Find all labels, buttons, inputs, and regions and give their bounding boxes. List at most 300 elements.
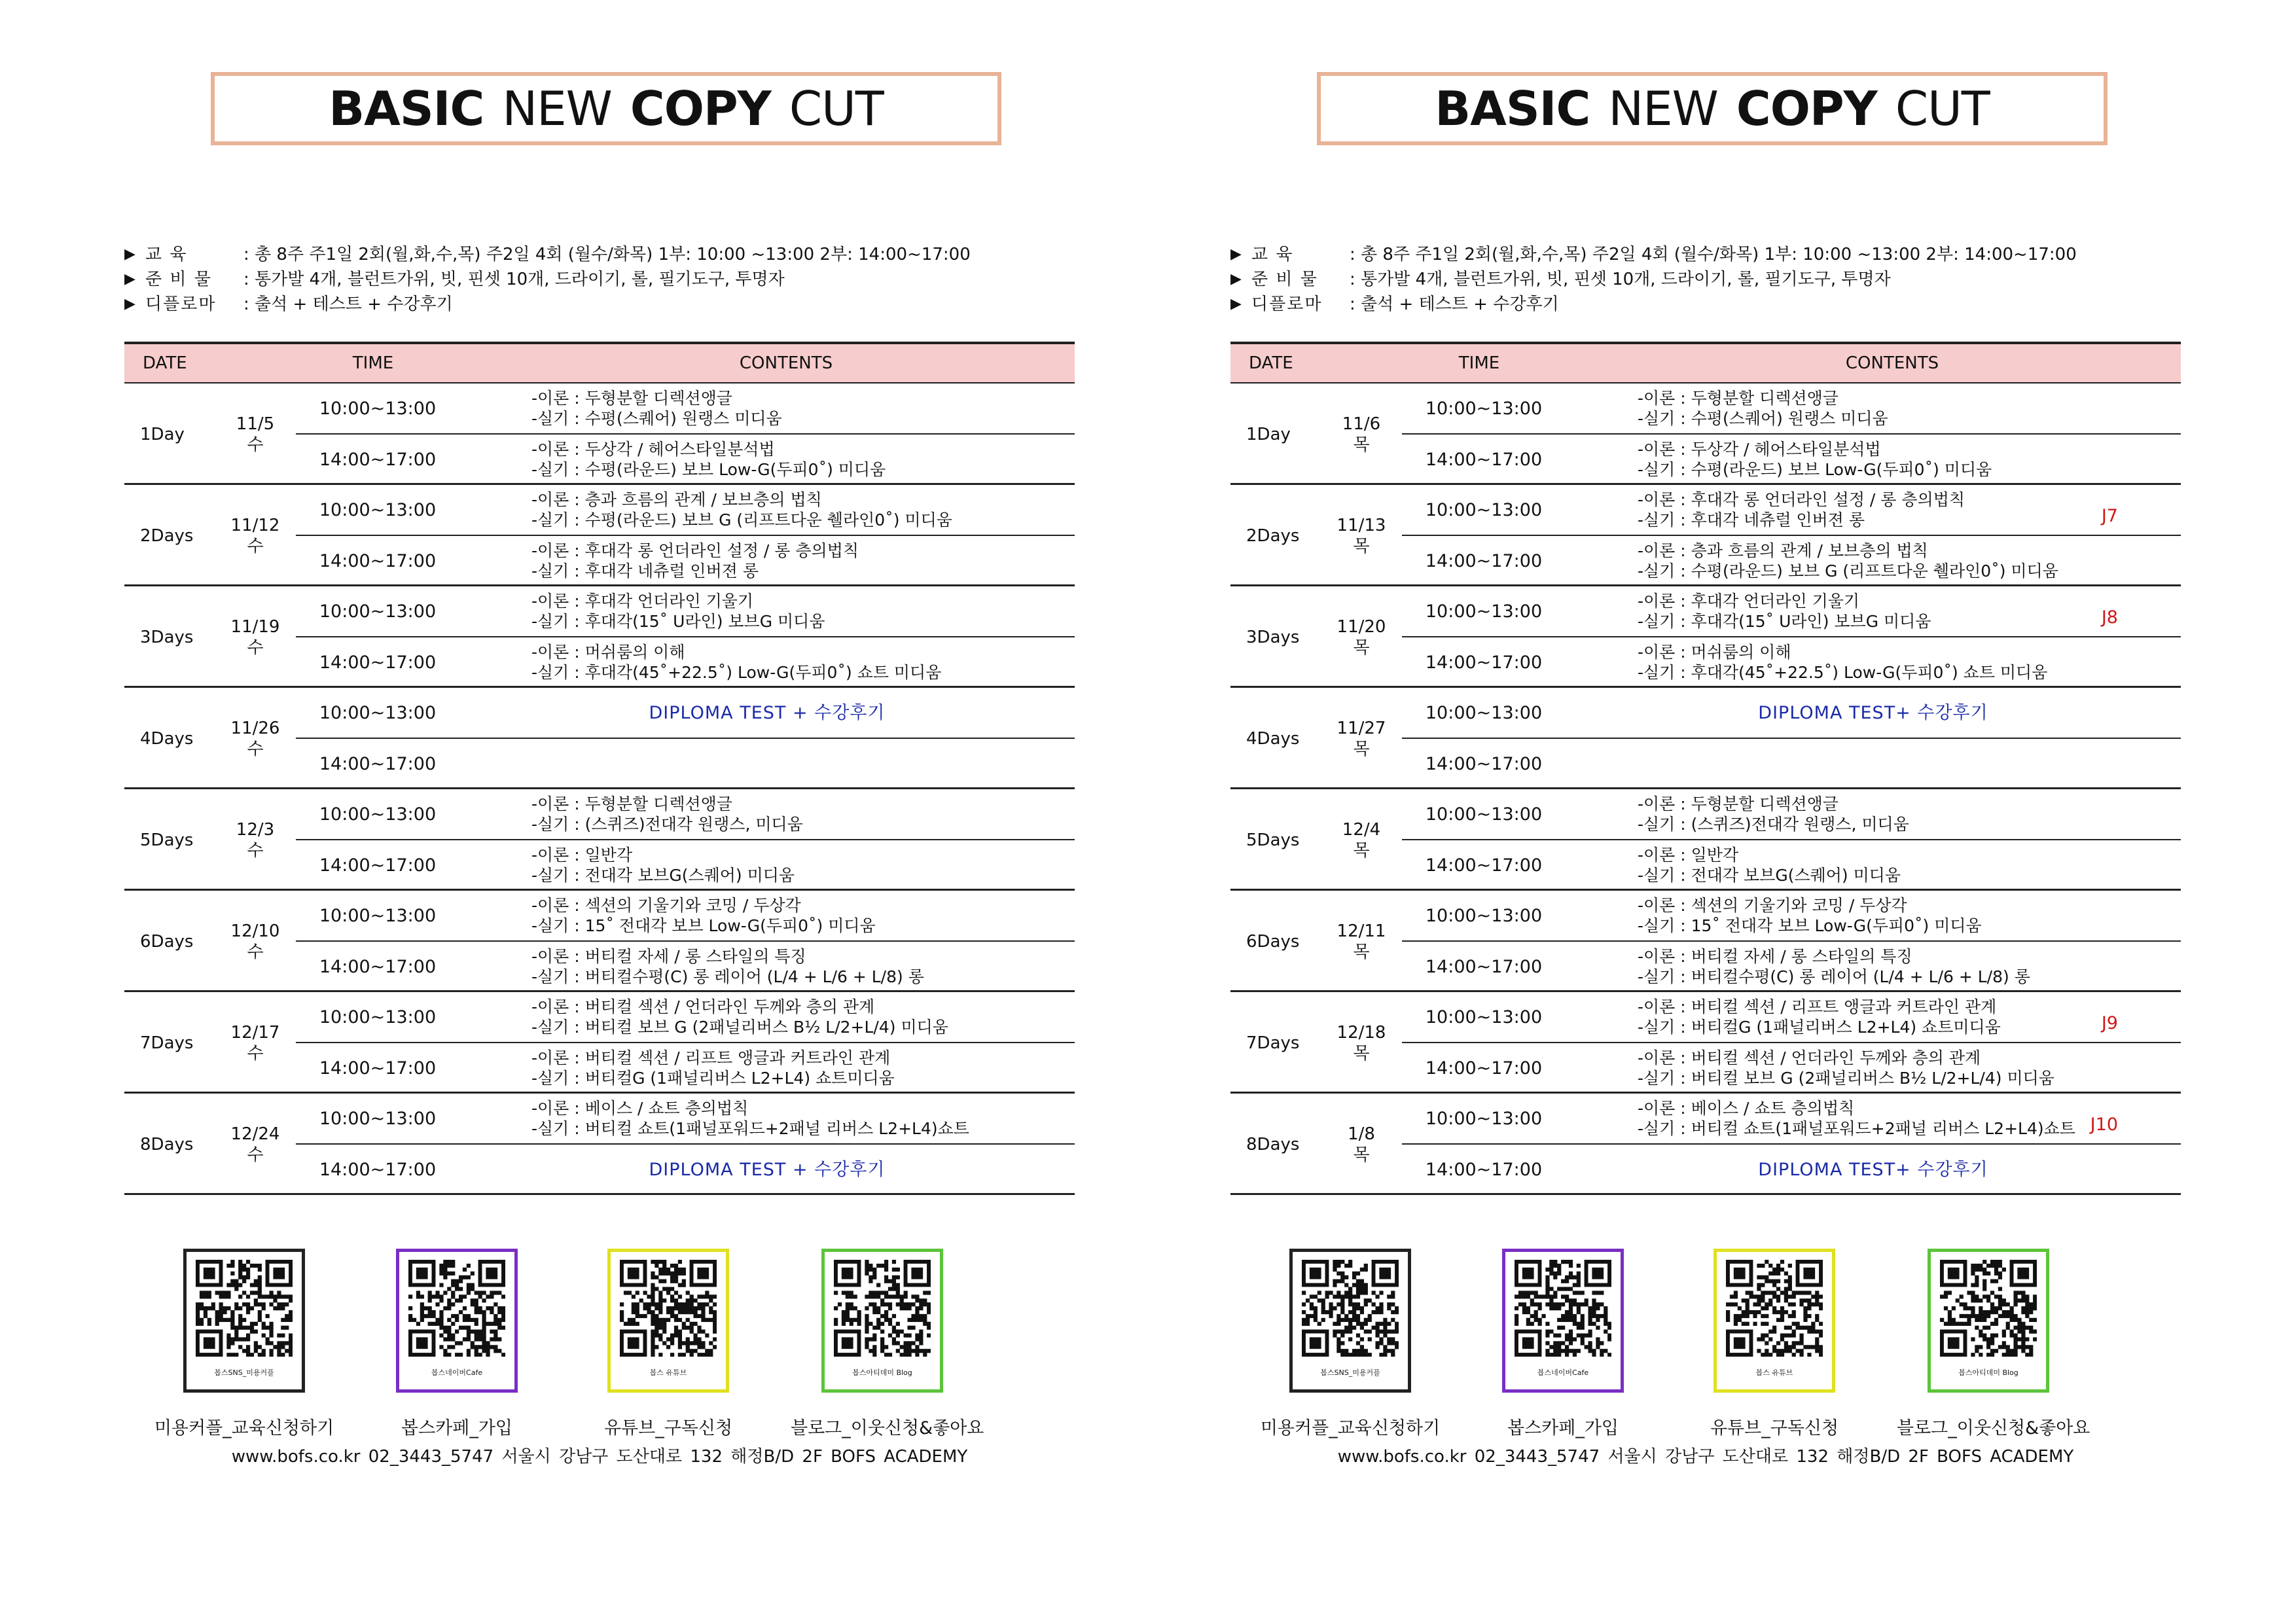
- day-date: [1335, 586, 1388, 688]
- time-slot: [1402, 1043, 2181, 1093]
- qr-code[interactable]: [183, 1249, 305, 1393]
- qr-code-icon: [620, 1260, 717, 1357]
- time-slot: [296, 789, 1075, 839]
- content-line: -실기 : 버티컬 보브 G (2패널리버스 B½ L/2+L/4) 미디움: [1638, 1069, 2054, 1088]
- slot-content: [1566, 1098, 2181, 1139]
- day-row: [1230, 992, 2181, 1094]
- title-word: NEW: [1608, 81, 1718, 136]
- info-line: [1230, 267, 2199, 292]
- content-line: -이론 : 두상각 / 헤어스타일분석법: [1638, 440, 1881, 459]
- day-row: [124, 383, 1075, 485]
- qr-code-icon: [1940, 1260, 2037, 1357]
- panel-left: [124, 0, 1106, 1623]
- content-line: -실기 : 버티컬G (1패널리버스 L2+L4) 쇼트미디움: [531, 1069, 895, 1088]
- slot-time: 10:00~13:00: [1425, 601, 1543, 622]
- date-text: 12/24: [230, 1124, 280, 1144]
- time-slot: [296, 1145, 1075, 1194]
- date-text: 12/3: [236, 819, 275, 840]
- content-line: -이론 : 층과 흐름의 관계 / 보브층의 법칙: [531, 490, 822, 509]
- day-label: 2Days: [1246, 526, 1300, 546]
- day-row: [124, 992, 1075, 1094]
- qr-code[interactable]: [821, 1249, 943, 1393]
- day-row: [1230, 485, 2181, 586]
- info-value: : 통가발 4개, 블런트가위, 빗, 핀셋 10개, 드라이기, 롤, 필기도구, 투명자: [243, 270, 785, 289]
- day-label: 4Days: [1246, 728, 1300, 749]
- qr-label[interactable]: 봅스카페_가입: [1507, 1418, 1619, 1438]
- content-line: -이론 : 두형분할 디렉션앵글: [1638, 389, 1839, 408]
- slot-content: [459, 1098, 1075, 1139]
- title-word: BASIC: [329, 81, 484, 136]
- table-header: [1230, 342, 2181, 383]
- qr-code-row: [1260, 1249, 2206, 1458]
- slot-time: 14:00~17:00: [319, 652, 437, 673]
- triangle-bullet-icon: ▶: [1230, 271, 1242, 287]
- day-label: 1Day: [1246, 424, 1291, 444]
- qr-code[interactable]: [396, 1249, 518, 1393]
- slot-content: [459, 642, 1075, 683]
- content-line: -실기 : 후대각(15˚ U라인) 보브G 미디움: [531, 612, 825, 631]
- triangle-bullet-icon: ▶: [124, 246, 135, 262]
- weekday-text: 수: [247, 942, 264, 962]
- day-row: [1230, 891, 2181, 992]
- qr-code[interactable]: [1713, 1249, 1835, 1393]
- qr-label[interactable]: 미용커플_교육신청하기: [1260, 1418, 1441, 1438]
- content-line: -이론 : 일반각: [1638, 846, 1739, 865]
- date-text: 11/27: [1336, 718, 1386, 738]
- content-line: -이론 : 후대각 롱 언더라인 설정 / 롱 층의법칙: [1638, 490, 1965, 509]
- day-label: 8Days: [140, 1134, 194, 1154]
- day-row: [1230, 789, 2181, 891]
- content-line: -이론 : 머쉬룸의 이해: [531, 643, 685, 662]
- content-line: -이론 : 두형분할 디렉션앵글: [531, 794, 732, 813]
- content-line: -이론 : 버티컬 자세 / 롱 스타일의 특징: [531, 947, 806, 966]
- date-text: 12/17: [230, 1022, 280, 1043]
- day-row: [124, 688, 1075, 789]
- weekday-text: 수: [247, 1145, 264, 1165]
- slot-time: 14:00~17:00: [319, 550, 437, 571]
- date-text: 1/8: [1348, 1124, 1375, 1144]
- weekday-text: 수: [247, 1043, 264, 1063]
- day-date: [1335, 383, 1388, 485]
- slot-time: 10:00~13:00: [1425, 1108, 1543, 1129]
- weekday-text: 수: [247, 637, 264, 658]
- content-line: -실기 : 버티컬G (1패널리버스 L2+L4) 쇼트미디움: [1638, 1018, 2001, 1037]
- diploma-test-note: DIPLOMA TEST+ 수강후기: [1758, 1159, 1988, 1180]
- slot-content: [1566, 1048, 2181, 1088]
- content-line: -실기 : 15˚ 전대각 보브 Low-G(두피0˚) 미디움: [531, 916, 876, 935]
- schedule-table: [1230, 342, 2181, 1195]
- info-line: [124, 292, 1093, 317]
- info-line: [1230, 292, 2199, 317]
- content-line: -이론 : 버티컬 자세 / 롱 스타일의 특징: [1638, 947, 1912, 966]
- day-row: [124, 789, 1075, 891]
- qr-code[interactable]: [1502, 1249, 1624, 1393]
- content-line: -이론 : 층과 흐름의 관계 / 보브층의 법칙: [1638, 541, 1928, 560]
- diploma-test-note: DIPLOMA TEST + 수강후기: [649, 1159, 886, 1180]
- slot-content: [1566, 541, 2181, 581]
- time-slot: [1402, 1094, 2181, 1143]
- slot-content: [459, 794, 1075, 834]
- slot-time: 14:00~17:00: [1425, 550, 1543, 571]
- info-value: : 출석 + 테스트 + 수강후기: [1350, 294, 1559, 314]
- slot-content: [1566, 591, 2181, 632]
- content-line: -실기 : 버티컬 쇼트(1패널포워드+2패널 리버스 L2+L4)쇼트: [1638, 1119, 2075, 1138]
- day-date: [229, 1094, 281, 1195]
- weekday-text: 목: [1353, 739, 1370, 759]
- time-slot: [296, 688, 1075, 738]
- day-label: 6Days: [1246, 931, 1300, 952]
- content-line: -실기 : 후대각(45˚+22.5˚) Low-G(두피0˚) 쇼트 미디움: [531, 663, 942, 682]
- title-word: COPY: [1736, 81, 1877, 136]
- weekday-text: 목: [1353, 435, 1370, 455]
- time-slot: [1402, 688, 2181, 738]
- day-row: [1230, 586, 2181, 688]
- slot-content: [1566, 895, 2181, 936]
- qr-caption: 봅스 유튜브: [649, 1368, 687, 1377]
- content-line: -이론 : 버티컬 섹션 / 언더라인 두께와 층의 관계: [1638, 1048, 1981, 1067]
- day-label: 8Days: [1246, 1134, 1300, 1154]
- time-slot: [296, 485, 1075, 535]
- slot-content: [1566, 794, 2181, 834]
- date-text: 11/19: [230, 616, 280, 637]
- date-text: 12/18: [1336, 1022, 1386, 1043]
- slot-time: 14:00~17:00: [1425, 1159, 1543, 1180]
- day-date: [229, 891, 281, 992]
- qr-code[interactable]: [1289, 1249, 1411, 1393]
- slot-time: 14:00~17:00: [1425, 956, 1543, 977]
- qr-label[interactable]: 봅스카페_가입: [401, 1418, 512, 1438]
- qr-code-icon: [1302, 1260, 1399, 1357]
- content-line: -실기 : 후대각(45˚+22.5˚) Low-G(두피0˚) 쇼트 미디움: [1638, 663, 2048, 682]
- time-slot: [1402, 435, 2181, 484]
- qr-caption: 봅스네이버Cafe: [1537, 1368, 1589, 1377]
- time-slot: [1402, 891, 2181, 940]
- slot-time: 10:00~13:00: [1425, 1007, 1543, 1027]
- time-slot: [296, 840, 1075, 890]
- content-line: -실기 : (스퀴즈)전대각 원랭스, 미디움: [531, 815, 803, 834]
- slot-time: 10:00~13:00: [319, 804, 437, 825]
- weekday-text: 목: [1353, 637, 1370, 658]
- title-word: CUT: [1895, 81, 1990, 136]
- academy-contact-footer: www.bofs.co.kr 02_3443_5747 서울시 강남구 도산대로 132 해정B/D 2F BOFS ACADEMY: [1337, 1447, 2074, 1467]
- qr-caption: 봅스아티데미 Blog: [1958, 1368, 2018, 1377]
- qr-code-icon: [1726, 1260, 1823, 1357]
- info-value: : 통가발 4개, 블런트가위, 빗, 핀셋 10개, 드라이기, 롤, 필기도구, 투명자: [1350, 270, 1891, 289]
- time-slot: [296, 891, 1075, 940]
- qr-code[interactable]: [1928, 1249, 2049, 1393]
- content-line: -실기 : 버티컬수평(C) 롱 레이어 (L/4 + L/6 + L/8) 롱: [531, 967, 924, 986]
- lesson-tag: J9: [2101, 1012, 2118, 1033]
- slot-content: [459, 490, 1075, 530]
- slot-time: 10:00~13:00: [319, 1007, 437, 1027]
- day-row: [124, 1094, 1075, 1195]
- time-slot: [296, 435, 1075, 484]
- day-date: [1335, 789, 1388, 891]
- slot-time: 10:00~13:00: [319, 499, 437, 520]
- time-slot: [296, 383, 1075, 433]
- day-label: 5Days: [1246, 830, 1300, 850]
- day-date: [1335, 1094, 1388, 1195]
- title-word: NEW: [502, 81, 612, 136]
- qr-caption: 봅스SNS_미용커플: [214, 1368, 274, 1377]
- info-label: 교 육: [145, 245, 188, 264]
- slot-time: 14:00~17:00: [1425, 753, 1543, 774]
- qr-label[interactable]: 미용커플_교육신청하기: [154, 1418, 334, 1438]
- weekday-text: 수: [247, 435, 264, 455]
- qr-code[interactable]: [607, 1249, 729, 1393]
- info-value: : 총 8주 주1일 2회(월,화,수,목) 주2일 4회 (월수/화목) 1부: 10:00 ~13:00 2부: 14:00~17:00: [243, 245, 971, 264]
- slot-content: [459, 439, 1075, 480]
- date-text: 11/26: [230, 718, 280, 738]
- time-slot: [1402, 586, 2181, 636]
- triangle-bullet-icon: ▶: [1230, 246, 1242, 262]
- day-row: [1230, 688, 2181, 789]
- info-label: 준 비 물: [145, 270, 212, 289]
- content-line: -실기 : 수평(라운드) 보브 G (리프트다운 췔라인0˚) 미디움: [1638, 562, 2058, 580]
- slot-time: 14:00~17:00: [319, 753, 437, 774]
- slot-time: 14:00~17:00: [319, 1159, 437, 1180]
- slot-content: [459, 895, 1075, 936]
- content-line: -이론 : 후대각 롱 언더라인 설정 / 롱 층의법칙: [531, 541, 859, 560]
- slot-time: 14:00~17:00: [319, 855, 437, 876]
- day-date: [229, 992, 281, 1094]
- time-slot: [1402, 739, 2181, 789]
- content-line: -실기 : 후대각(15˚ U라인) 보브G 미디움: [1638, 612, 1931, 631]
- content-line: -실기 : 후대각 네츄럴 인버젼 롱: [531, 562, 759, 580]
- date-text: 11/12: [230, 515, 280, 535]
- info-label: 준 비 물: [1251, 270, 1318, 289]
- content-line: -이론 : 후대각 언더라인 기울기: [531, 592, 754, 611]
- content-line: -이론 : 버티컬 섹션 / 리프트 앵글과 커트라인 관계: [1638, 997, 1997, 1016]
- content-line: -실기 : 15˚ 전대각 보브 Low-G(두피0˚) 미디움: [1638, 916, 1982, 935]
- time-slot: [1402, 992, 2181, 1042]
- day-label: 6Days: [140, 931, 194, 952]
- slot-time: 14:00~17:00: [1425, 1058, 1543, 1079]
- schedule-table: [124, 342, 1075, 1195]
- slot-time: 14:00~17:00: [1425, 652, 1543, 673]
- day-label: 7Days: [1246, 1033, 1300, 1053]
- header-date: DATE: [1249, 353, 1293, 373]
- content-line: -이론 : 머쉬룸의 이해: [1638, 643, 1791, 662]
- slot-content: [459, 1048, 1075, 1088]
- content-line: -실기 : 수평(스퀘어) 원랭스 미디움: [1638, 409, 1888, 428]
- content-line: -이론 : 베이스 / 쇼트 층의법칙: [1638, 1099, 1855, 1118]
- time-slot: [296, 739, 1075, 789]
- course-title: [1317, 72, 2108, 145]
- content-line: -이론 : 베이스 / 쇼트 층의법칙: [531, 1099, 749, 1118]
- time-slot: [296, 992, 1075, 1042]
- content-line: -실기 : 수평(라운드) 보브 Low-G(두피0˚) 미디움: [1638, 460, 1992, 479]
- time-slot: [1402, 942, 2181, 991]
- day-label: 4Days: [140, 728, 194, 749]
- diploma-test-note: DIPLOMA TEST + 수강후기: [649, 702, 886, 723]
- content-line: -이론 : 일반각: [531, 846, 633, 865]
- qr-code-icon: [196, 1260, 293, 1357]
- slot-content: [1566, 845, 2181, 885]
- slot-content: [459, 997, 1075, 1037]
- triangle-bullet-icon: ▶: [124, 296, 135, 312]
- course-info: [124, 242, 1093, 317]
- day-date: [1335, 688, 1388, 789]
- qr-code-icon: [1515, 1260, 1611, 1357]
- weekday-text: 수: [247, 739, 264, 759]
- day-row: [124, 485, 1075, 586]
- qr-label[interactable]: 블로그_이웃신청&좋아요: [1897, 1418, 2090, 1438]
- time-slot: [1402, 840, 2181, 890]
- time-slot: [1402, 536, 2181, 586]
- title-word: BASIC: [1435, 81, 1590, 136]
- time-slot: [296, 1043, 1075, 1093]
- content-line: -이론 : 두상각 / 헤어스타일분석법: [531, 440, 775, 459]
- slot-content: [459, 845, 1075, 885]
- header-date: DATE: [143, 353, 187, 373]
- content-line: -실기 : 후대각 네츄럴 인버젼 롱: [1638, 510, 1865, 529]
- content-line: -실기 : 수평(스퀘어) 원랭스 미디움: [531, 409, 782, 428]
- info-label: 디플로마: [145, 294, 217, 314]
- qr-caption: 봅스네이버Cafe: [431, 1368, 483, 1377]
- day-date: [229, 383, 281, 485]
- slot-content: [459, 388, 1075, 429]
- content-line: -실기 : 수평(라운드) 보브 G (리프트다운 췔라인0˚) 미디움: [531, 510, 952, 529]
- slot-content: [1566, 439, 2181, 480]
- slot-time: 10:00~13:00: [319, 601, 437, 622]
- header-contents: CONTENTS: [739, 353, 833, 373]
- day-date: [1335, 992, 1388, 1094]
- day-row: [1230, 383, 2181, 485]
- title-word: CUT: [789, 81, 884, 136]
- content-line: -이론 : 두형분할 디렉션앵글: [531, 389, 732, 408]
- slot-time: 10:00~13:00: [1425, 804, 1543, 825]
- time-slot: [1402, 1145, 2181, 1194]
- date-text: 12/11: [1336, 921, 1386, 941]
- slot-time: 10:00~13:00: [1425, 499, 1543, 520]
- info-value: : 총 8주 주1일 2회(월,화,수,목) 주2일 4회 (월수/화목) 1부: 10:00 ~13:00 2부: 14:00~17:00: [1350, 245, 2077, 264]
- date-text: 11/5: [236, 414, 275, 434]
- slot-time: 14:00~17:00: [319, 1058, 437, 1079]
- qr-label[interactable]: 유튜브_구독신청: [1710, 1418, 1839, 1438]
- day-label: 7Days: [140, 1033, 194, 1053]
- info-value: : 출석 + 테스트 + 수강후기: [243, 294, 453, 314]
- weekday-text: 목: [1353, 1145, 1370, 1165]
- content-line: -이론 : 섹션의 기울기와 코밍 / 두상각: [1638, 896, 1907, 915]
- info-line: [124, 242, 1093, 267]
- slot-content: [459, 591, 1075, 632]
- weekday-text: 목: [1353, 942, 1370, 962]
- qr-code-icon: [834, 1260, 931, 1357]
- slot-time: 10:00~13:00: [1425, 702, 1543, 723]
- qr-code-icon: [408, 1260, 505, 1357]
- slot-content: [459, 541, 1075, 581]
- qr-code-row: [154, 1249, 1100, 1458]
- day-row: [124, 586, 1075, 688]
- diploma-test-note: DIPLOMA TEST+ 수강후기: [1758, 702, 1988, 723]
- date-text: 12/10: [230, 921, 280, 941]
- time-slot: [1402, 637, 2181, 687]
- day-label: 3Days: [140, 627, 194, 647]
- time-slot: [296, 586, 1075, 636]
- qr-label[interactable]: 유튜브_구독신청: [603, 1418, 733, 1438]
- content-line: -실기 : 수평(라운드) 보브 Low-G(두피0˚) 미디움: [531, 460, 886, 479]
- content-line: -실기 : 버티컬 쇼트(1패널포워드+2패널 리버스 L2+L4)쇼트: [531, 1119, 969, 1138]
- slot-content: [1566, 642, 2181, 683]
- weekday-text: 수: [247, 536, 264, 556]
- time-slot: [296, 536, 1075, 586]
- course-title: [211, 72, 1001, 145]
- content-line: -이론 : 버티컬 섹션 / 리프트 앵글과 커트라인 관계: [531, 1048, 891, 1067]
- info-line: [1230, 242, 2199, 267]
- slot-time: 10:00~13:00: [1425, 398, 1543, 419]
- qr-label[interactable]: 블로그_이웃신청&좋아요: [791, 1418, 984, 1438]
- time-slot: [296, 1094, 1075, 1143]
- lesson-tag: J10: [2090, 1114, 2118, 1135]
- content-line: -이론 : 후대각 언더라인 기울기: [1638, 592, 1860, 611]
- table-header: [124, 342, 1075, 383]
- time-slot: [1402, 485, 2181, 535]
- triangle-bullet-icon: ▶: [124, 271, 135, 287]
- slot-time: 10:00~13:00: [319, 905, 437, 926]
- course-info: [1230, 242, 2199, 317]
- qr-caption: 봅스아티데미 Blog: [852, 1368, 912, 1377]
- weekday-text: 수: [247, 840, 264, 861]
- day-date: [1335, 891, 1388, 992]
- content-line: -이론 : 두형분할 디렉션앵글: [1638, 794, 1839, 813]
- content-line: -이론 : 버티컬 섹션 / 언더라인 두께와 층의 관계: [531, 997, 875, 1016]
- weekday-text: 목: [1353, 840, 1370, 861]
- day-date: [229, 688, 281, 789]
- academy-contact-footer: www.bofs.co.kr 02_3443_5747 서울시 강남구 도산대로 132 해정B/D 2F BOFS ACADEMY: [231, 1447, 968, 1467]
- slot-content: [1566, 388, 2181, 429]
- date-text: 11/13: [1336, 515, 1386, 535]
- slot-time: 14:00~17:00: [1425, 855, 1543, 876]
- day-date: [1335, 485, 1388, 586]
- time-slot: [296, 637, 1075, 687]
- header-time: TIME: [1458, 353, 1500, 373]
- day-date: [229, 789, 281, 891]
- slot-content: [459, 946, 1075, 987]
- time-slot: [296, 942, 1075, 991]
- content-line: -실기 : 전대각 보브G(스퀘어) 미디움: [531, 866, 795, 885]
- header-contents: CONTENTS: [1845, 353, 1939, 373]
- title-word: COPY: [630, 81, 771, 136]
- weekday-text: 목: [1353, 536, 1370, 556]
- date-text: 11/6: [1342, 414, 1381, 434]
- content-line: -실기 : 전대각 보브G(스퀘어) 미디움: [1638, 866, 1901, 885]
- day-label: 2Days: [140, 526, 194, 546]
- info-label: 교 육: [1251, 245, 1294, 264]
- slot-content: [1566, 946, 2181, 987]
- lesson-tag: J7: [2101, 505, 2118, 526]
- header-time: TIME: [352, 353, 394, 373]
- slot-time: 14:00~17:00: [319, 449, 437, 470]
- time-slot: [1402, 383, 2181, 433]
- content-line: -이론 : 섹션의 기울기와 코밍 / 두상각: [531, 896, 801, 915]
- time-slot: [1402, 789, 2181, 839]
- day-label: 5Days: [140, 830, 194, 850]
- day-date: [229, 485, 281, 586]
- day-row: [1230, 1094, 2181, 1195]
- panel-right: [1230, 0, 2212, 1623]
- slot-time: 10:00~13:00: [319, 1108, 437, 1129]
- content-line: -실기 : 버티컬 보브 G (2패널리버스 B½ L/2+L/4) 미디움: [531, 1018, 948, 1037]
- qr-caption: 봅스SNS_미용커플: [1320, 1368, 1380, 1377]
- qr-caption: 봅스 유튜브: [1755, 1368, 1793, 1377]
- date-text: 11/20: [1336, 616, 1386, 637]
- slot-time: 10:00~13:00: [319, 702, 437, 723]
- content-line: -실기 : 버티컬수평(C) 롱 레이어 (L/4 + L/6 + L/8) 롱: [1638, 967, 2030, 986]
- triangle-bullet-icon: ▶: [1230, 296, 1242, 312]
- slot-content: [1566, 490, 2181, 530]
- info-label: 디플로마: [1251, 294, 1323, 314]
